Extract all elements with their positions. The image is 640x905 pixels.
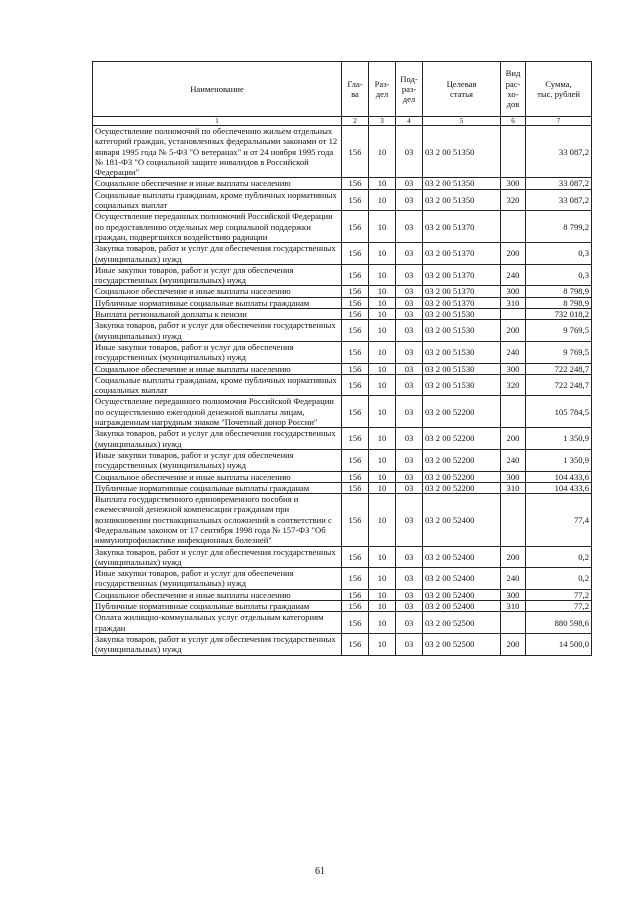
expense-type-cell: 300 — [501, 471, 526, 482]
budget-table — [92, 61, 592, 656]
row-name-cell: Иные закупки товаров, работ и услуг для обеспечения государственных (муниципальных) нужд — [93, 264, 342, 286]
chapter-cell: 156 — [342, 449, 369, 471]
subsection-cell: 03 — [396, 428, 423, 450]
expense-type-cell: 240 — [501, 341, 526, 363]
column-number: 1 — [93, 117, 342, 126]
section-cell: 10 — [369, 309, 396, 320]
row-name-cell: Оплата жилищно-коммунальных услуг отдельным категориям граждан — [93, 612, 342, 634]
header-target-article: Целевая статья — [423, 62, 501, 117]
table-row — [93, 546, 592, 568]
expense-type-cell: 200 — [501, 428, 526, 450]
row-name-cell: Социальное обеспечение и иные выплаты населению — [93, 589, 342, 600]
target-article-cell: 03 2 00 52500 — [423, 633, 501, 655]
chapter-cell: 156 — [342, 363, 369, 374]
section-cell: 10 — [369, 568, 396, 590]
sum-cell: 722 248,7 — [526, 363, 592, 374]
column-number: 2 — [342, 117, 369, 126]
section-cell: 10 — [369, 297, 396, 308]
sum-cell: 77,4 — [526, 494, 592, 546]
table-row — [93, 297, 592, 308]
table-row — [93, 309, 592, 320]
column-number: 6 — [501, 117, 526, 126]
row-name-cell: Социальное обеспечение и иные выплаты населению — [93, 178, 342, 189]
sum-cell: 33 087,2 — [526, 126, 592, 178]
row-name-cell: Закупка товаров, работ и услуг для обеспечения государственных (муниципальных) нужд — [93, 633, 342, 655]
row-name-cell: Социальное обеспечение и иные выплаты населению — [93, 471, 342, 482]
subsection-cell: 03 — [396, 211, 423, 243]
chapter-cell: 156 — [342, 568, 369, 590]
expense-type-cell: 320 — [501, 374, 526, 396]
target-article-cell: 03 2 00 51350 — [423, 126, 501, 178]
subsection-cell: 03 — [396, 297, 423, 308]
column-number: 7 — [526, 117, 592, 126]
sum-cell: 1 350,9 — [526, 428, 592, 450]
sum-cell: 77,2 — [526, 601, 592, 612]
target-article-cell: 03 2 00 51530 — [423, 363, 501, 374]
sum-cell: 722 248,7 — [526, 374, 592, 396]
chapter-cell: 156 — [342, 297, 369, 308]
target-article-cell: 03 2 00 51530 — [423, 320, 501, 342]
subsection-cell: 03 — [396, 363, 423, 374]
chapter-cell: 156 — [342, 341, 369, 363]
target-article-cell: 03 2 00 51370 — [423, 243, 501, 265]
target-article-cell: 03 2 00 52400 — [423, 494, 501, 546]
sum-cell: 880 598,6 — [526, 612, 592, 634]
table-row — [93, 374, 592, 396]
expense-type-cell: 200 — [501, 546, 526, 568]
subsection-cell: 03 — [396, 126, 423, 178]
expense-type-cell: 240 — [501, 568, 526, 590]
expense-type-cell — [501, 211, 526, 243]
expense-type-cell: 200 — [501, 320, 526, 342]
target-article-cell: 03 2 00 51350 — [423, 178, 501, 189]
chapter-cell: 156 — [342, 374, 369, 396]
chapter-cell: 156 — [342, 601, 369, 612]
section-cell: 10 — [369, 612, 396, 634]
section-cell: 10 — [369, 189, 396, 211]
expense-type-cell: 300 — [501, 286, 526, 297]
subsection-cell: 03 — [396, 341, 423, 363]
chapter-cell: 156 — [342, 471, 369, 482]
column-number: 5 — [423, 117, 501, 126]
expense-type-cell: 300 — [501, 589, 526, 600]
table-row — [93, 396, 592, 428]
row-name-cell: Осуществление переданного полномочия Российской Федерации по осуществлению ежегодной денежной выплаты лицам, награжденным нагрудным знаком "Почетный донор России" — [93, 396, 342, 428]
table-row — [93, 189, 592, 211]
target-article-cell: 03 2 00 51370 — [423, 297, 501, 308]
section-cell: 10 — [369, 341, 396, 363]
section-cell: 10 — [369, 428, 396, 450]
expense-type-cell — [501, 612, 526, 634]
table-row — [93, 633, 592, 655]
row-name-cell: Выплата региональной доплаты к пенсии — [93, 309, 342, 320]
expense-type-cell: 300 — [501, 363, 526, 374]
row-name-cell: Выплата государственного единовременного пособия и ежемесячной денежной компенсации гражданам при возникновении поствакцинальных осложнений в соответствии с Федеральным законом от 17 сентября 1998 года № 157-ФЗ "Об иммунопрофилактике инфекционных болезней" — [93, 494, 342, 546]
row-name-cell: Социальные выплаты гражданам, кроме публичных нормативных социальных выплат — [93, 189, 342, 211]
row-name-cell: Осуществление полномочий по обеспечению жильем отдельных категорий граждан, установленных федеральными законами от 12 января 1995 года № 5-ФЗ "О ветеранах" и от 24 ноября 1995 года № 181-ФЗ "О социальной защите инвалидов в Российской Федерации" — [93, 126, 342, 178]
target-article-cell: 03 2 00 52500 — [423, 612, 501, 634]
table-row — [93, 341, 592, 363]
expense-type-cell — [501, 309, 526, 320]
row-name-cell: Социальное обеспечение и иные выплаты населению — [93, 286, 342, 297]
header-expense-type: Вид рас- хо- дов — [501, 62, 526, 117]
sum-cell: 0,2 — [526, 568, 592, 590]
table-row — [93, 320, 592, 342]
sum-cell: 14 500,0 — [526, 633, 592, 655]
chapter-cell: 156 — [342, 178, 369, 189]
chapter-cell: 156 — [342, 396, 369, 428]
section-cell: 10 — [369, 286, 396, 297]
sum-cell: 9 769,5 — [526, 320, 592, 342]
chapter-cell: 156 — [342, 482, 369, 493]
table-row — [93, 449, 592, 471]
expense-type-cell: 240 — [501, 449, 526, 471]
subsection-cell: 03 — [396, 243, 423, 265]
target-article-cell: 03 2 00 51350 — [423, 189, 501, 211]
section-cell: 10 — [369, 471, 396, 482]
section-cell: 10 — [369, 449, 396, 471]
target-article-cell: 03 2 00 52400 — [423, 546, 501, 568]
sum-cell: 0,3 — [526, 243, 592, 265]
table-row — [93, 612, 592, 634]
subsection-cell: 03 — [396, 546, 423, 568]
sum-cell: 77,2 — [526, 589, 592, 600]
sum-cell: 9 769,5 — [526, 341, 592, 363]
sum-cell: 8 799,2 — [526, 211, 592, 243]
section-cell: 10 — [369, 126, 396, 178]
header-name: Наименование — [93, 62, 342, 117]
section-cell: 10 — [369, 178, 396, 189]
expense-type-cell: 200 — [501, 243, 526, 265]
column-number-row — [93, 117, 592, 126]
row-name-cell: Публичные нормативные социальные выплаты гражданам — [93, 297, 342, 308]
chapter-cell: 156 — [342, 189, 369, 211]
row-name-cell: Закупка товаров, работ и услуг для обеспечения государственных (муниципальных) нужд — [93, 428, 342, 450]
row-name-cell: Закупка товаров, работ и услуг для обеспечения государственных (муниципальных) нужд — [93, 546, 342, 568]
table-row — [93, 243, 592, 265]
row-name-cell: Социальные выплаты гражданам, кроме публичных нормативных социальных выплат — [93, 374, 342, 396]
table-row — [93, 211, 592, 243]
row-name-cell: Иные закупки товаров, работ и услуг для обеспечения государственных (муниципальных) нужд — [93, 568, 342, 590]
row-name-cell: Иные закупки товаров, работ и услуг для обеспечения государственных (муниципальных) нужд — [93, 341, 342, 363]
row-name-cell: Публичные нормативные социальные выплаты гражданам — [93, 482, 342, 493]
subsection-cell: 03 — [396, 612, 423, 634]
sum-cell: 33 087,2 — [526, 189, 592, 211]
column-number: 4 — [396, 117, 423, 126]
table-row — [93, 428, 592, 450]
header-sum: Сумма, тыс. рублей — [526, 62, 592, 117]
chapter-cell: 156 — [342, 309, 369, 320]
target-article-cell: 03 2 00 52200 — [423, 449, 501, 471]
subsection-cell: 03 — [396, 320, 423, 342]
expense-type-cell — [501, 494, 526, 546]
subsection-cell: 03 — [396, 601, 423, 612]
table-row — [93, 264, 592, 286]
target-article-cell: 03 2 00 52200 — [423, 428, 501, 450]
chapter-cell: 156 — [342, 126, 369, 178]
table-header — [93, 62, 592, 126]
sum-cell: 0,2 — [526, 546, 592, 568]
subsection-cell: 03 — [396, 633, 423, 655]
chapter-cell: 156 — [342, 633, 369, 655]
section-cell: 10 — [369, 374, 396, 396]
target-article-cell: 03 2 00 51370 — [423, 264, 501, 286]
target-article-cell: 03 2 00 51370 — [423, 211, 501, 243]
table-body — [93, 126, 592, 656]
header-section: Раз- дел — [369, 62, 396, 117]
chapter-cell: 156 — [342, 589, 369, 600]
section-cell: 10 — [369, 633, 396, 655]
sum-cell: 33 087,2 — [526, 178, 592, 189]
target-article-cell: 03 2 00 52200 — [423, 471, 501, 482]
sum-cell: 104 433,6 — [526, 471, 592, 482]
target-article-cell: 03 2 00 51530 — [423, 341, 501, 363]
sum-cell: 8 798,9 — [526, 297, 592, 308]
sum-cell: 732 018,2 — [526, 309, 592, 320]
section-cell: 10 — [369, 264, 396, 286]
sum-cell: 0,3 — [526, 264, 592, 286]
chapter-cell: 156 — [342, 428, 369, 450]
page-number: 61 — [315, 866, 325, 877]
subsection-cell: 03 — [396, 286, 423, 297]
row-name-cell: Публичные нормативные социальные выплаты гражданам — [93, 601, 342, 612]
target-article-cell: 03 2 00 51530 — [423, 309, 501, 320]
table-row — [93, 471, 592, 482]
expense-type-cell — [501, 126, 526, 178]
expense-type-cell: 200 — [501, 633, 526, 655]
expense-type-cell: 310 — [501, 297, 526, 308]
section-cell: 10 — [369, 601, 396, 612]
table-row — [93, 482, 592, 493]
row-name-cell: Осуществление переданных полномочий Российской Федерации по предоставлению отдельных мер социальной поддержки граждан, подвергшихся воздействию радиации — [93, 211, 342, 243]
subsection-cell: 03 — [396, 178, 423, 189]
section-cell: 10 — [369, 482, 396, 493]
section-cell: 10 — [369, 494, 396, 546]
header-row — [93, 62, 592, 117]
expense-type-cell: 310 — [501, 482, 526, 493]
subsection-cell: 03 — [396, 482, 423, 493]
subsection-cell: 03 — [396, 309, 423, 320]
sum-cell: 104 433,6 — [526, 482, 592, 493]
table-row — [93, 494, 592, 546]
section-cell: 10 — [369, 546, 396, 568]
header-chapter: Гла- ва — [342, 62, 369, 117]
row-name-cell: Социальное обеспечение и иные выплаты населению — [93, 363, 342, 374]
target-article-cell: 03 2 00 52400 — [423, 589, 501, 600]
row-name-cell: Закупка товаров, работ и услуг для обеспечения государственных (муниципальных) нужд — [93, 320, 342, 342]
subsection-cell: 03 — [396, 264, 423, 286]
section-cell: 10 — [369, 320, 396, 342]
section-cell: 10 — [369, 243, 396, 265]
subsection-cell: 03 — [396, 374, 423, 396]
header-subsection: Под- раз- дел — [396, 62, 423, 117]
chapter-cell: 156 — [342, 264, 369, 286]
table-row — [93, 178, 592, 189]
subsection-cell: 03 — [396, 568, 423, 590]
section-cell: 10 — [369, 396, 396, 428]
target-article-cell: 03 2 00 52400 — [423, 601, 501, 612]
target-article-cell: 03 2 00 51530 — [423, 374, 501, 396]
sum-cell: 105 784,5 — [526, 396, 592, 428]
table-row — [93, 589, 592, 600]
target-article-cell: 03 2 00 51370 — [423, 286, 501, 297]
chapter-cell: 156 — [342, 612, 369, 634]
expense-type-cell — [501, 396, 526, 428]
target-article-cell: 03 2 00 52200 — [423, 396, 501, 428]
table-row — [93, 601, 592, 612]
column-number: 3 — [369, 117, 396, 126]
subsection-cell: 03 — [396, 189, 423, 211]
chapter-cell: 156 — [342, 286, 369, 297]
section-cell: 10 — [369, 211, 396, 243]
expense-type-cell: 310 — [501, 601, 526, 612]
chapter-cell: 156 — [342, 211, 369, 243]
sum-cell: 1 350,9 — [526, 449, 592, 471]
table-row — [93, 363, 592, 374]
target-article-cell: 03 2 00 52400 — [423, 568, 501, 590]
section-cell: 10 — [369, 363, 396, 374]
subsection-cell: 03 — [396, 494, 423, 546]
table-row — [93, 568, 592, 590]
chapter-cell: 156 — [342, 320, 369, 342]
subsection-cell: 03 — [396, 396, 423, 428]
subsection-cell: 03 — [396, 471, 423, 482]
subsection-cell: 03 — [396, 589, 423, 600]
expense-type-cell: 320 — [501, 189, 526, 211]
expense-type-cell: 240 — [501, 264, 526, 286]
chapter-cell: 156 — [342, 546, 369, 568]
sum-cell: 8 798,9 — [526, 286, 592, 297]
subsection-cell: 03 — [396, 449, 423, 471]
table-row — [93, 286, 592, 297]
expense-type-cell: 300 — [501, 178, 526, 189]
chapter-cell: 156 — [342, 243, 369, 265]
chapter-cell: 156 — [342, 494, 369, 546]
table-row — [93, 126, 592, 178]
target-article-cell: 03 2 00 52200 — [423, 482, 501, 493]
section-cell: 10 — [369, 589, 396, 600]
row-name-cell: Закупка товаров, работ и услуг для обеспечения государственных (муниципальных) нужд — [93, 243, 342, 265]
row-name-cell: Иные закупки товаров, работ и услуг для обеспечения государственных (муниципальных) нужд — [93, 449, 342, 471]
